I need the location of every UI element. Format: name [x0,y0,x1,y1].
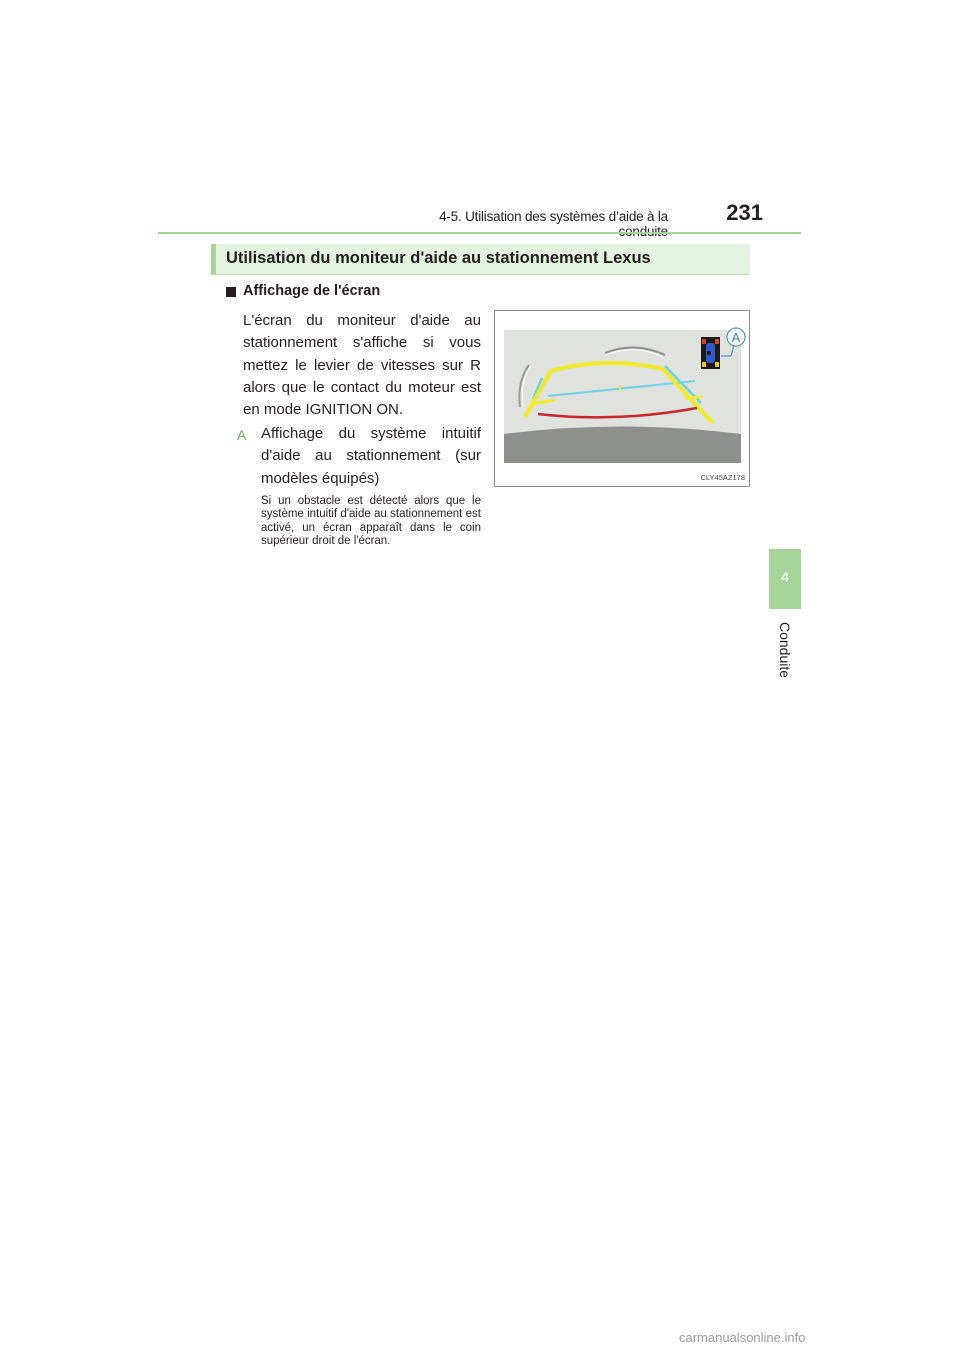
vehicle-icon-detail [707,351,711,355]
sensor-indicator-rear-left [702,362,706,367]
subheading: Affichage de l'écran [243,283,381,299]
section-heading-text: Utilisation du moniteur d'aide au stationnement Lexus [226,249,651,267]
note-paragraph: Si un obstacle est détecté alors que le système intuitif d'aide au stationnement est activé, un écran apparaît dans le coin supérieur droit de l'écran. [261,495,481,547]
sensor-indicator-rear-right [715,362,719,367]
monitor-screen-illustration [495,311,749,486]
page-number: 231 [726,200,763,225]
subheading-marker [226,287,236,297]
rear-bumper [504,427,741,464]
callout-circle-label: A [731,330,741,345]
chapter-label: Conduite [777,622,793,679]
parking-monitor-figure [494,310,750,487]
sensor-indicator-front-left [702,339,706,344]
body-paragraph: L'écran du moniteur d'aide au stationnement s'affiche si vous mettez le levier de vitesses sur R alors que le contact du moteur est en mode IGNITION ON. [243,312,481,419]
figure-code: CLY45AZ178 [700,473,745,482]
header-rule [158,232,801,234]
sensor-indicator-front-right [715,339,719,344]
section-heading [211,244,750,275]
chapter-number: 4 [780,569,790,586]
callout-letter: A [237,427,247,443]
header-section-title: 4-5. Utilisation des systèmes d’aide à la [439,209,668,224]
guide-yellow-tick-right [685,397,702,398]
watermark: carmanualsonline.info [679,1330,806,1345]
callout-description: Affichage du système intuitif d'aide au stationnement (sur modèles équipés) [261,425,481,487]
